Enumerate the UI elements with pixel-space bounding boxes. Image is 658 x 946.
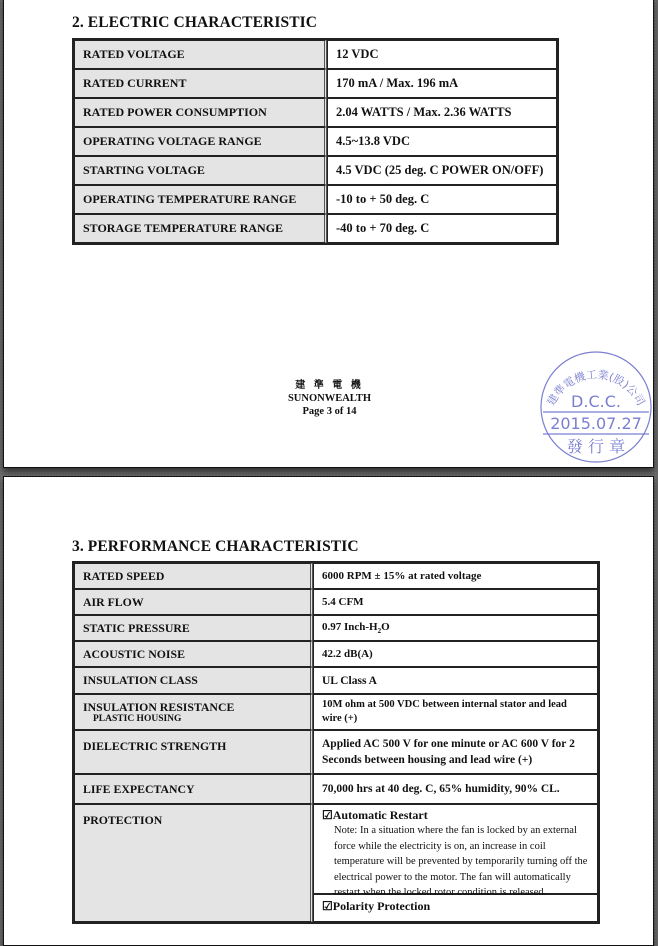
row-label: RATED POWER CONSUMPTION <box>74 98 327 127</box>
row-label: ACOUSTIC NOISE <box>74 641 313 667</box>
table-row <box>74 185 557 214</box>
row-value: 6000 RPM ± 15% at rated voltage <box>313 563 598 589</box>
row-value: 12 VDC <box>327 40 557 69</box>
performance-characteristic-table <box>72 561 600 924</box>
table-row <box>74 69 557 98</box>
row-label: STATIC PRESSURE <box>74 615 313 641</box>
stamp-title: D.C.C. <box>571 392 621 411</box>
row-label: OPERATING VOLTAGE RANGE <box>74 127 327 156</box>
stamp-bottom-text: 發 行 章 <box>566 437 626 456</box>
row-value: 5.4 CFM <box>313 589 598 615</box>
company-name: SUNONWEALTH <box>287 393 372 404</box>
row-value: -10 to + 50 deg. C <box>327 185 557 214</box>
stamp-date: 2015.07.27 <box>550 414 642 433</box>
row-label: STORAGE TEMPERATURE RANGE <box>74 214 327 243</box>
row-value: 170 mA / Max. 196 mA <box>327 69 557 98</box>
dcc-stamp-icon <box>538 349 654 465</box>
value-subscript: 2 <box>377 627 382 636</box>
label-text: INSULATION RESISTANCE <box>83 700 235 714</box>
row-value: 2.04 WATTS / Max. 2.36 WATTS <box>327 98 557 127</box>
polarity-title: Polarity Protection <box>332 899 431 913</box>
auto-restart-note: Note: In a situation where the fan is locked by an external force while the electricity is on, an increase in coil temperature will be prevented by temporarily turning off the electrical power to the motor. The fan will automatically restart when the locked rotor condition is released. <box>334 825 588 898</box>
row-value: UL Class A <box>313 667 598 694</box>
sublabel-text: PLASTIC HOUSING <box>93 714 182 724</box>
table-row <box>74 641 598 667</box>
document-page-4 <box>3 476 654 946</box>
document-page-3 <box>3 0 654 468</box>
table-row <box>74 98 557 127</box>
row-label: AIR FLOW <box>74 589 313 615</box>
row-label: RATED SPEED <box>74 563 313 589</box>
table-row <box>74 667 598 694</box>
auto-restart-title: Automatic Restart <box>332 808 428 822</box>
table-row <box>74 774 598 804</box>
auto-restart-block <box>314 805 597 898</box>
row-value: 4.5 VDC (25 deg. C POWER ON/OFF) <box>327 156 557 185</box>
value-text: 0.97 Inch-H <box>322 620 378 633</box>
row-value: 4.5~13.8 VDC <box>327 127 557 156</box>
row-label: STARTING VOLTAGE <box>74 156 327 185</box>
electric-characteristic-table <box>72 38 559 245</box>
table-row <box>74 214 557 243</box>
page-number: Page 3 of 14 <box>302 406 357 417</box>
table-row <box>74 589 598 615</box>
table-row <box>74 730 598 774</box>
table-row <box>74 804 598 922</box>
table-row <box>74 563 598 589</box>
table-row <box>74 694 598 730</box>
company-name-chinese: 建 準 電 機 <box>295 380 364 391</box>
table-row <box>74 615 598 641</box>
row-label: OPERATING TEMPERATURE RANGE <box>74 185 327 214</box>
table-row <box>74 40 557 69</box>
row-label: DIELECTRIC STRENGTH <box>74 730 313 774</box>
row-label: RATED CURRENT <box>74 69 327 98</box>
section-title-performance: 3. PERFORMANCE CHARACTERISTIC <box>72 538 359 555</box>
row-value: Applied AC 500 V for one minute or AC 600 V for 2 Seconds between housing and lead wire (+) <box>313 730 598 774</box>
stamp-top-text: 建準電機工業(股)公司 <box>544 368 648 408</box>
checkbox-checked-icon: ☑ <box>322 899 333 913</box>
row-label <box>74 694 313 730</box>
checkbox-checked-icon: ☑ <box>322 808 333 822</box>
table-row <box>74 127 557 156</box>
value-text: O <box>381 620 390 633</box>
row-value: -40 to + 70 deg. C <box>327 214 557 243</box>
section-title-electric: 2. ELECTRIC CHARACTERISTIC <box>72 14 318 31</box>
row-label: PROTECTION <box>74 804 313 922</box>
row-value: 10M ohm at 500 VDC between internal stator and lead wire (+) <box>313 694 598 730</box>
row-label: RATED VOLTAGE <box>74 40 327 69</box>
protection-cell <box>313 804 598 922</box>
row-value: 70,000 hrs at 40 deg. C, 65% humidity, 90% CL. <box>313 774 598 804</box>
row-value: 42.2 dB(A) <box>313 641 598 667</box>
row-label: LIFE EXPECTANCY <box>74 774 313 804</box>
row-value <box>313 615 598 641</box>
table-row <box>74 156 557 185</box>
row-label: INSULATION CLASS <box>74 667 313 694</box>
